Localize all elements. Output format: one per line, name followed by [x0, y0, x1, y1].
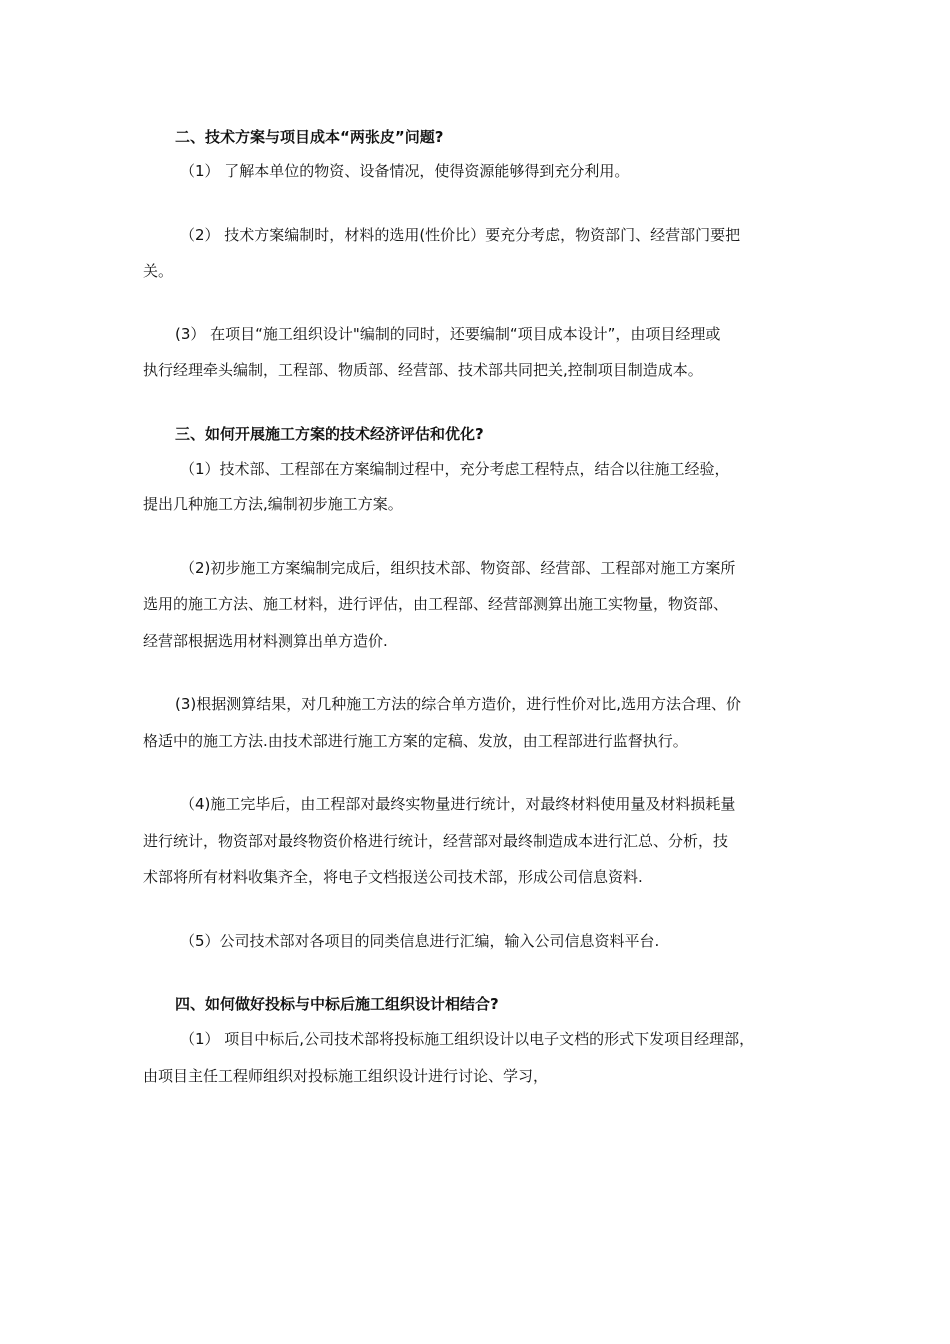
- paragraph-line: （1） 项目中标后,公司技术部将投标施工组织设计以电子文档的形式下发项目经理部，: [180, 1030, 755, 1048]
- paragraph-line: （2） 技术方案编制时，材料的选用(性价比）要充分考虑，物资部门、经营部门要把: [180, 226, 741, 244]
- paragraph-line: （1） 了解本单位的物资、设备情况，使得资源能够得到充分利用。: [180, 162, 630, 180]
- paragraph-line: (3)根据测算结果，对几种施工方法的综合单方造价，进行性价对比,选用方法合理、价: [175, 695, 742, 713]
- paragraph-line: （2)初步施工方案编制完成后，组织技术部、物资部、经营部、工程部对施工方案所: [180, 559, 736, 577]
- paragraph-line: (3） 在项目“施工组织设计"编制的同时，还要编制“项目成本设计”，由项目经理或: [175, 325, 721, 343]
- paragraph-line: 执行经理牵头编制，工程部、物质部、经营部、技术部共同把关,控制项目制造成本。: [143, 361, 703, 379]
- paragraph-line: 术部将所有材料收集齐全，将电子文档报送公司技术部，形成公司信息资料.: [143, 868, 643, 886]
- paragraph-line: 进行统计，物资部对最终物资价格进行统计，经营部对最终制造成本进行汇总、分析，技: [143, 832, 729, 850]
- section-heading: 四、如何做好投标与中标后施工组织设计相结合?: [175, 995, 499, 1013]
- paragraph-line: 选用的施工方法、施工材料，进行评估，由工程部、经营部测算出施工实物量，物资部、: [143, 595, 729, 613]
- paragraph-line: （5）公司技术部对各项目的同类信息进行汇编，输入公司信息资料平台.: [180, 932, 660, 950]
- paragraph-line: 格适中的施工方法.由技术部进行施工方案的定稿、发放，由工程部进行监督执行。: [143, 732, 688, 750]
- paragraph-line: 经营部根据选用材料测算出单方造价.: [143, 632, 388, 650]
- paragraph-line: 由项目主任工程师组织对投标施工组织设计进行讨论、学习，: [143, 1067, 549, 1085]
- section-heading: 三、如何开展施工方案的技术经济评估和优化?: [175, 425, 484, 443]
- paragraph-line: 提出几种施工方法,编制初步施工方案。: [143, 495, 403, 513]
- section-heading: 二、技术方案与项目成本“两张皮”问题?: [175, 128, 444, 146]
- paragraph-line: （1）技术部、工程部在方案编制过程中，充分考虑工程特点，结合以往施工经验，: [180, 460, 730, 478]
- paragraph-line: （4)施工完毕后，由工程部对最终实物量进行统计，对最终材料使用量及材料损耗量: [180, 795, 736, 813]
- paragraph-line: 关。: [143, 262, 174, 280]
